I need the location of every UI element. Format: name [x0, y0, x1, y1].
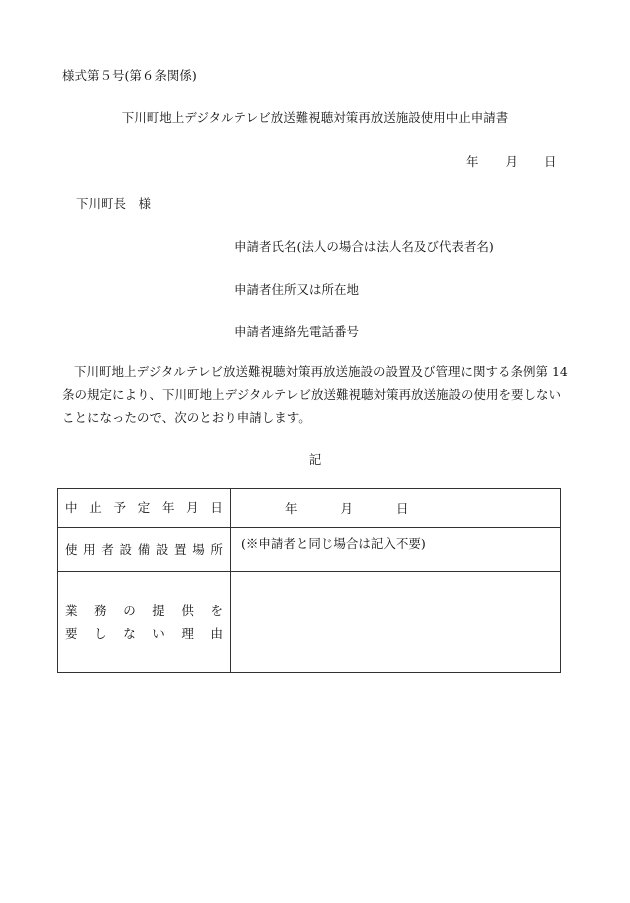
stop-date-day-label: 日: [396, 501, 409, 516]
submission-date-line: [466, 152, 557, 170]
stop-date-month-label: 月: [340, 501, 354, 516]
table-row-scheduled-stop-date: [58, 489, 561, 528]
label-spread: 使 用 者 設 備 設 置 場 所: [65, 541, 223, 557]
reason-field[interactable]: [231, 572, 561, 673]
equipment-location-label: [58, 528, 231, 572]
stop-date-year-label: 年: [285, 501, 298, 516]
table-row-equipment-location: [58, 528, 561, 572]
label-spread: 中 止 予 定 年 月 日: [65, 500, 223, 515]
scheduled-stop-date-label: [58, 489, 231, 528]
reason-label-line-2: 要 し な い 理 由: [65, 626, 223, 641]
ki-heading: 記: [308, 452, 322, 467]
scheduled-stop-date-units: [231, 499, 560, 517]
form-number: 様式第５号(第６条関係): [62, 68, 197, 83]
applicant-address-label: 申請者住所又は所在地: [234, 282, 360, 297]
equipment-location-field[interactable]: [231, 528, 561, 572]
applicant-phone-label: 申請者連絡先電話番号: [234, 324, 360, 339]
date-month-label: 月: [505, 154, 519, 169]
document-title: 下川町地上デジタルテレビ放送難視聴対策再放送施設使用中止申請書: [121, 110, 509, 125]
reason-label-line-1: 業 務 の 提 供 を: [65, 603, 223, 618]
reason-label: [58, 572, 231, 673]
equipment-location-note: (※申請者と同じ場合は記入不要): [241, 536, 426, 551]
table-row-reason: [58, 572, 561, 673]
date-year-label: 年: [466, 154, 479, 169]
scheduled-stop-date-field[interactable]: [231, 489, 561, 528]
application-detail-table: [57, 488, 561, 673]
applicant-name-label: 申請者氏名(法人の場合は法人名及び代表者名): [234, 239, 494, 254]
application-body-text: 下川町地上デジタルテレビ放送難視聴対策再放送施設の設置及び管理に関する条例第 14 条の規定により、下川町地上デジタルテレビ放送難視聴対策再放送施設の使用を要しないことになったので、次のとおり申請します。: [62, 364, 568, 425]
addressee: 下川町長 様: [76, 196, 152, 211]
date-day-label: 日: [544, 154, 557, 169]
